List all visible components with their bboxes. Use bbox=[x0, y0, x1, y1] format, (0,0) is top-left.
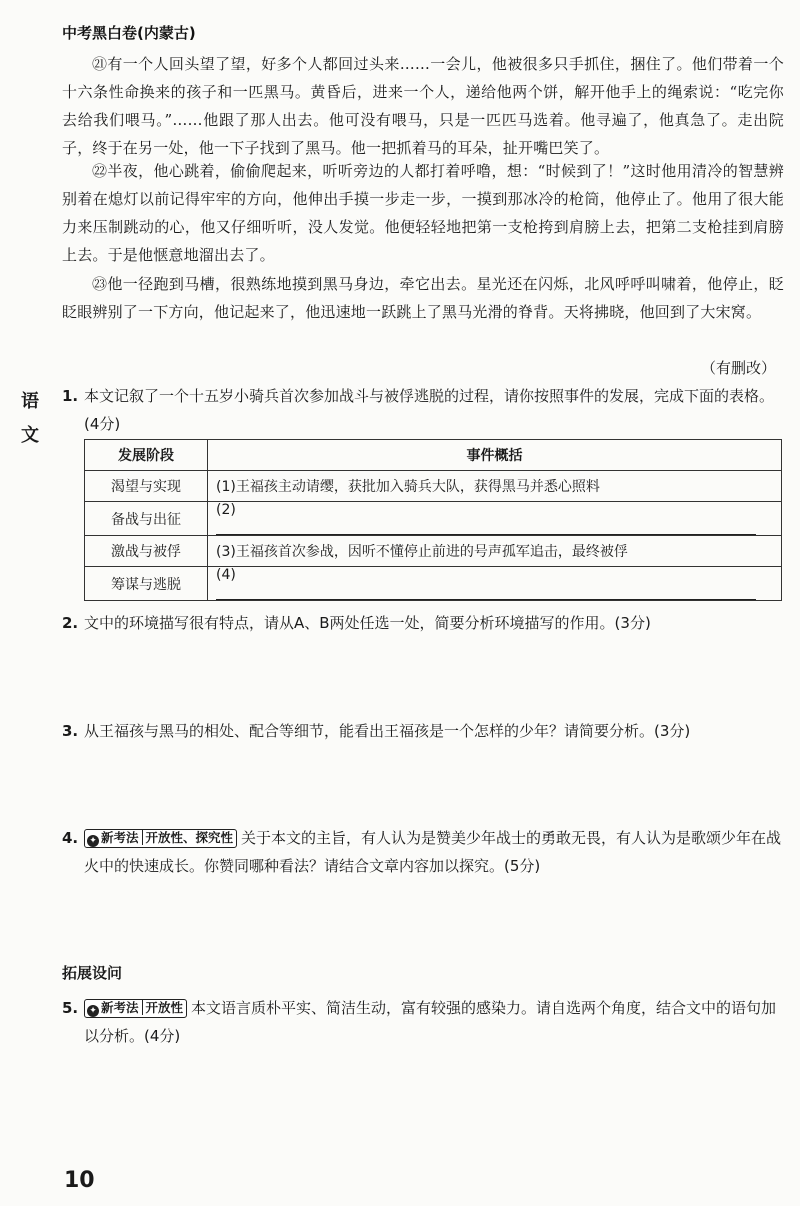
new-method-tag bbox=[84, 829, 237, 848]
question-number: 1. bbox=[62, 387, 79, 405]
tag-type: 开放性 bbox=[145, 1000, 184, 1015]
question-number: 3. bbox=[62, 722, 79, 740]
answer-blank-line[interactable] bbox=[216, 583, 756, 600]
question-text: 文中的环境描写很有特点，请从A、B两处任选一处，简要分析环境描写的作用。(3分) bbox=[84, 614, 651, 632]
table-row bbox=[85, 471, 782, 502]
table-header-stage: 发展阶段 bbox=[85, 440, 208, 471]
question-text: 从王福孩与黑马的相处、配合等细节，能看出王福孩是一个怎样的少年？请简要分析。(3分) bbox=[84, 722, 691, 740]
blank-label: (2) bbox=[216, 502, 236, 518]
table-row bbox=[85, 502, 782, 536]
summary-cell: (3)王福孩首次参战，因听不懂停止前进的号声孤军追击，最终被俘 bbox=[208, 536, 782, 567]
question-2 bbox=[62, 609, 784, 637]
side-tab-char-2: 文 bbox=[21, 425, 39, 446]
table-header-row bbox=[85, 440, 782, 471]
question-5 bbox=[62, 994, 784, 1050]
passage-paragraph-21: ㉑有一个人回头望了望，好多个人都回过头来……一会儿，他被很多只手抓住，捆住了。他们带着一个十六条性命换来的孩子和一匹黑马。黄昏后，进来一个人，递给他两个饼，解开他手上的绳索说：“吃完你去给我们喂马。”……他跟了那人出去。他可没有喂马，只是一匹匹马选着。他寻遍了，他真急了。走出院子，终于在另一处，他一下子找到了黑马。他一把抓着马的耳朵，扯开嘴巴笑了。 bbox=[62, 55, 784, 157]
question-text: 本文记叙了一个十五岁小骑兵首次参加战斗与被俘逃脱的过程，请你按照事件的发展，完成下面的表格。(4分) bbox=[84, 387, 775, 433]
lightbulb-icon: ✦ bbox=[87, 835, 99, 847]
tag-type: 开放性、探究性 bbox=[145, 830, 234, 845]
question-number: 5. bbox=[62, 999, 79, 1017]
table-row bbox=[85, 536, 782, 567]
question-text: 关于本文的主旨，有人认为是赞美少年战士的勇敢无畏，有人认为是歌颂少年在战火中的快速成长。你赞同哪种看法？请结合文章内容加以探究。(5分) bbox=[84, 829, 782, 875]
exam-header-title: 中考黑白卷(内蒙古) bbox=[62, 24, 196, 42]
summary-cell: (1)王福孩主动请缨，获批加入骑兵大队，获得黑马并悉心照料 bbox=[208, 471, 782, 502]
question-body bbox=[84, 824, 784, 880]
passage-paragraph-22: ㉒半夜，他心跳着，偷偷爬起来，听听旁边的人都打着呼噜，想：“时候到了！”这时他用清冷的智慧辨别着在熄灯以前记得牢牢的方向，他伸出手摸一步走一步，一摸到那冰冷的枪筒，他停止了。他用了很大能力来压制跳动的心，他又仔细听听，没人发觉。他便轻轻地把第一支枪挎到肩膀上去，把第二支枪挂到肩膀上去。于是他惬意地溜出去了。 bbox=[62, 162, 784, 264]
blank-label: (4) bbox=[216, 567, 236, 583]
lightbulb-icon: ✦ bbox=[87, 1005, 99, 1017]
stage-cell: 备战与出征 bbox=[85, 502, 208, 536]
question-1 bbox=[62, 382, 784, 438]
table-header-summary: 事件概括 bbox=[208, 440, 782, 471]
summary-cell-blank[interactable] bbox=[208, 567, 782, 601]
tag-label: 新考法 bbox=[101, 1000, 143, 1015]
passage-paragraph-23: ㉓他一径跑到马槽，很熟练地摸到黑马身边，牵它出去。星光还在闪烁，北风呼呼叫啸着，他停止，眨眨眼辨别了一下方向，他记起来了，他迅速地一跃跳上了黑马光滑的脊背。天将拂晓，他回到了大宋窝。 bbox=[62, 275, 784, 321]
abridged-note: （有删改） bbox=[700, 359, 776, 377]
stage-cell: 筹谋与逃脱 bbox=[85, 567, 208, 601]
question-4 bbox=[62, 824, 784, 880]
side-tab-char-1: 语 bbox=[21, 391, 39, 412]
table-row bbox=[85, 567, 782, 601]
question-number: 2. bbox=[62, 614, 79, 632]
question-number: 4. bbox=[62, 829, 79, 847]
new-method-tag bbox=[84, 999, 187, 1018]
question-3 bbox=[62, 717, 784, 745]
event-summary-table bbox=[84, 439, 782, 601]
question-body bbox=[84, 994, 784, 1050]
subject-side-tab bbox=[18, 385, 42, 453]
stage-cell: 渴望与实现 bbox=[85, 471, 208, 502]
stage-cell: 激战与被俘 bbox=[85, 536, 208, 567]
question-text: 本文语言质朴平实、简洁生动，富有较强的感染力。请自选两个角度，结合文中的语句加以分析。(4分) bbox=[84, 999, 777, 1045]
page-number: 10 bbox=[64, 1168, 95, 1193]
extension-section-title: 拓展设问 bbox=[62, 964, 123, 982]
tag-label: 新考法 bbox=[101, 830, 143, 845]
answer-blank-line[interactable] bbox=[216, 518, 756, 535]
summary-cell-blank[interactable] bbox=[208, 502, 782, 536]
